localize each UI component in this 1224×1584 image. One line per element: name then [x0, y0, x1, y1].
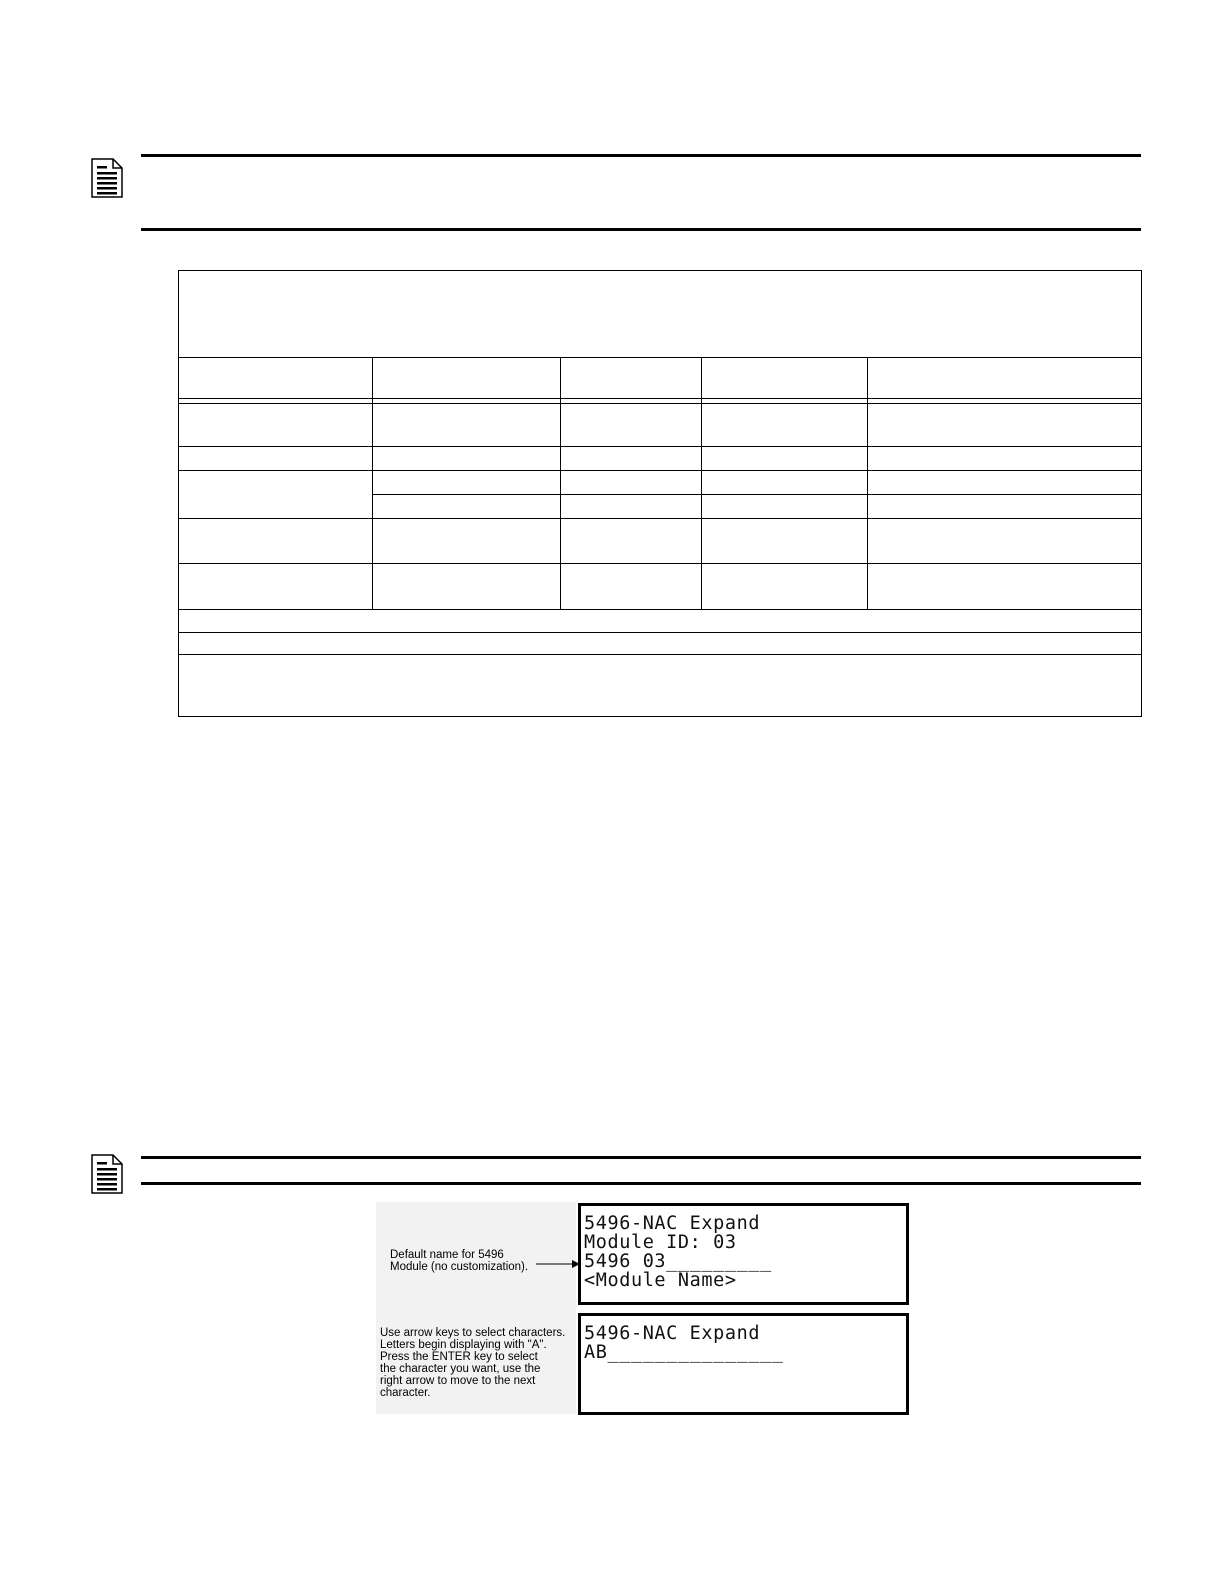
- note-icon: [91, 158, 123, 198]
- table-vline: [560, 357, 561, 609]
- table-hline: [178, 398, 1142, 399]
- table-hline: [178, 609, 1142, 610]
- callout-arrow-keys: Use arrow keys to select characters. Letters begin displaying with "A". Press the ENTER key to select the character you want, use the right arrow to move to the next character.: [380, 1327, 566, 1399]
- table-hline: [178, 654, 1142, 655]
- callout-default-name: Default name for 5496 Module (no customization).: [390, 1249, 529, 1273]
- lcd-screen-default: [578, 1203, 909, 1305]
- table-hline: [178, 470, 1142, 471]
- table-hline: [178, 357, 1142, 358]
- lcd-line: 5496-NAC Expand: [584, 1213, 761, 1234]
- table-hline: [178, 446, 1142, 447]
- table-hline: [178, 632, 1142, 633]
- lcd-line: AB_______________: [584, 1342, 784, 1363]
- lcd-screen-edit: [578, 1313, 909, 1415]
- note-bottom-rule: [141, 228, 1141, 231]
- table-hline: [178, 403, 1142, 404]
- table-vline: [867, 357, 868, 609]
- lcd-line: 5496-NAC Expand: [584, 1323, 761, 1344]
- arrow-icon: [536, 1258, 580, 1270]
- table-vline: [701, 357, 702, 609]
- table-vline: [372, 357, 373, 609]
- table-hline: [372, 494, 1142, 495]
- lcd-line: <Module Name>: [584, 1270, 737, 1291]
- lcd-line: 5496 03_________: [584, 1251, 772, 1272]
- table-hline: [178, 518, 1142, 519]
- table-hline: [178, 563, 1142, 564]
- note-top-rule: [141, 154, 1141, 157]
- note-icon: [91, 1154, 123, 1194]
- note-bottom-rule: [141, 1182, 1141, 1185]
- note-top-rule: [141, 1156, 1141, 1159]
- lcd-line: Module ID: 03: [584, 1232, 737, 1253]
